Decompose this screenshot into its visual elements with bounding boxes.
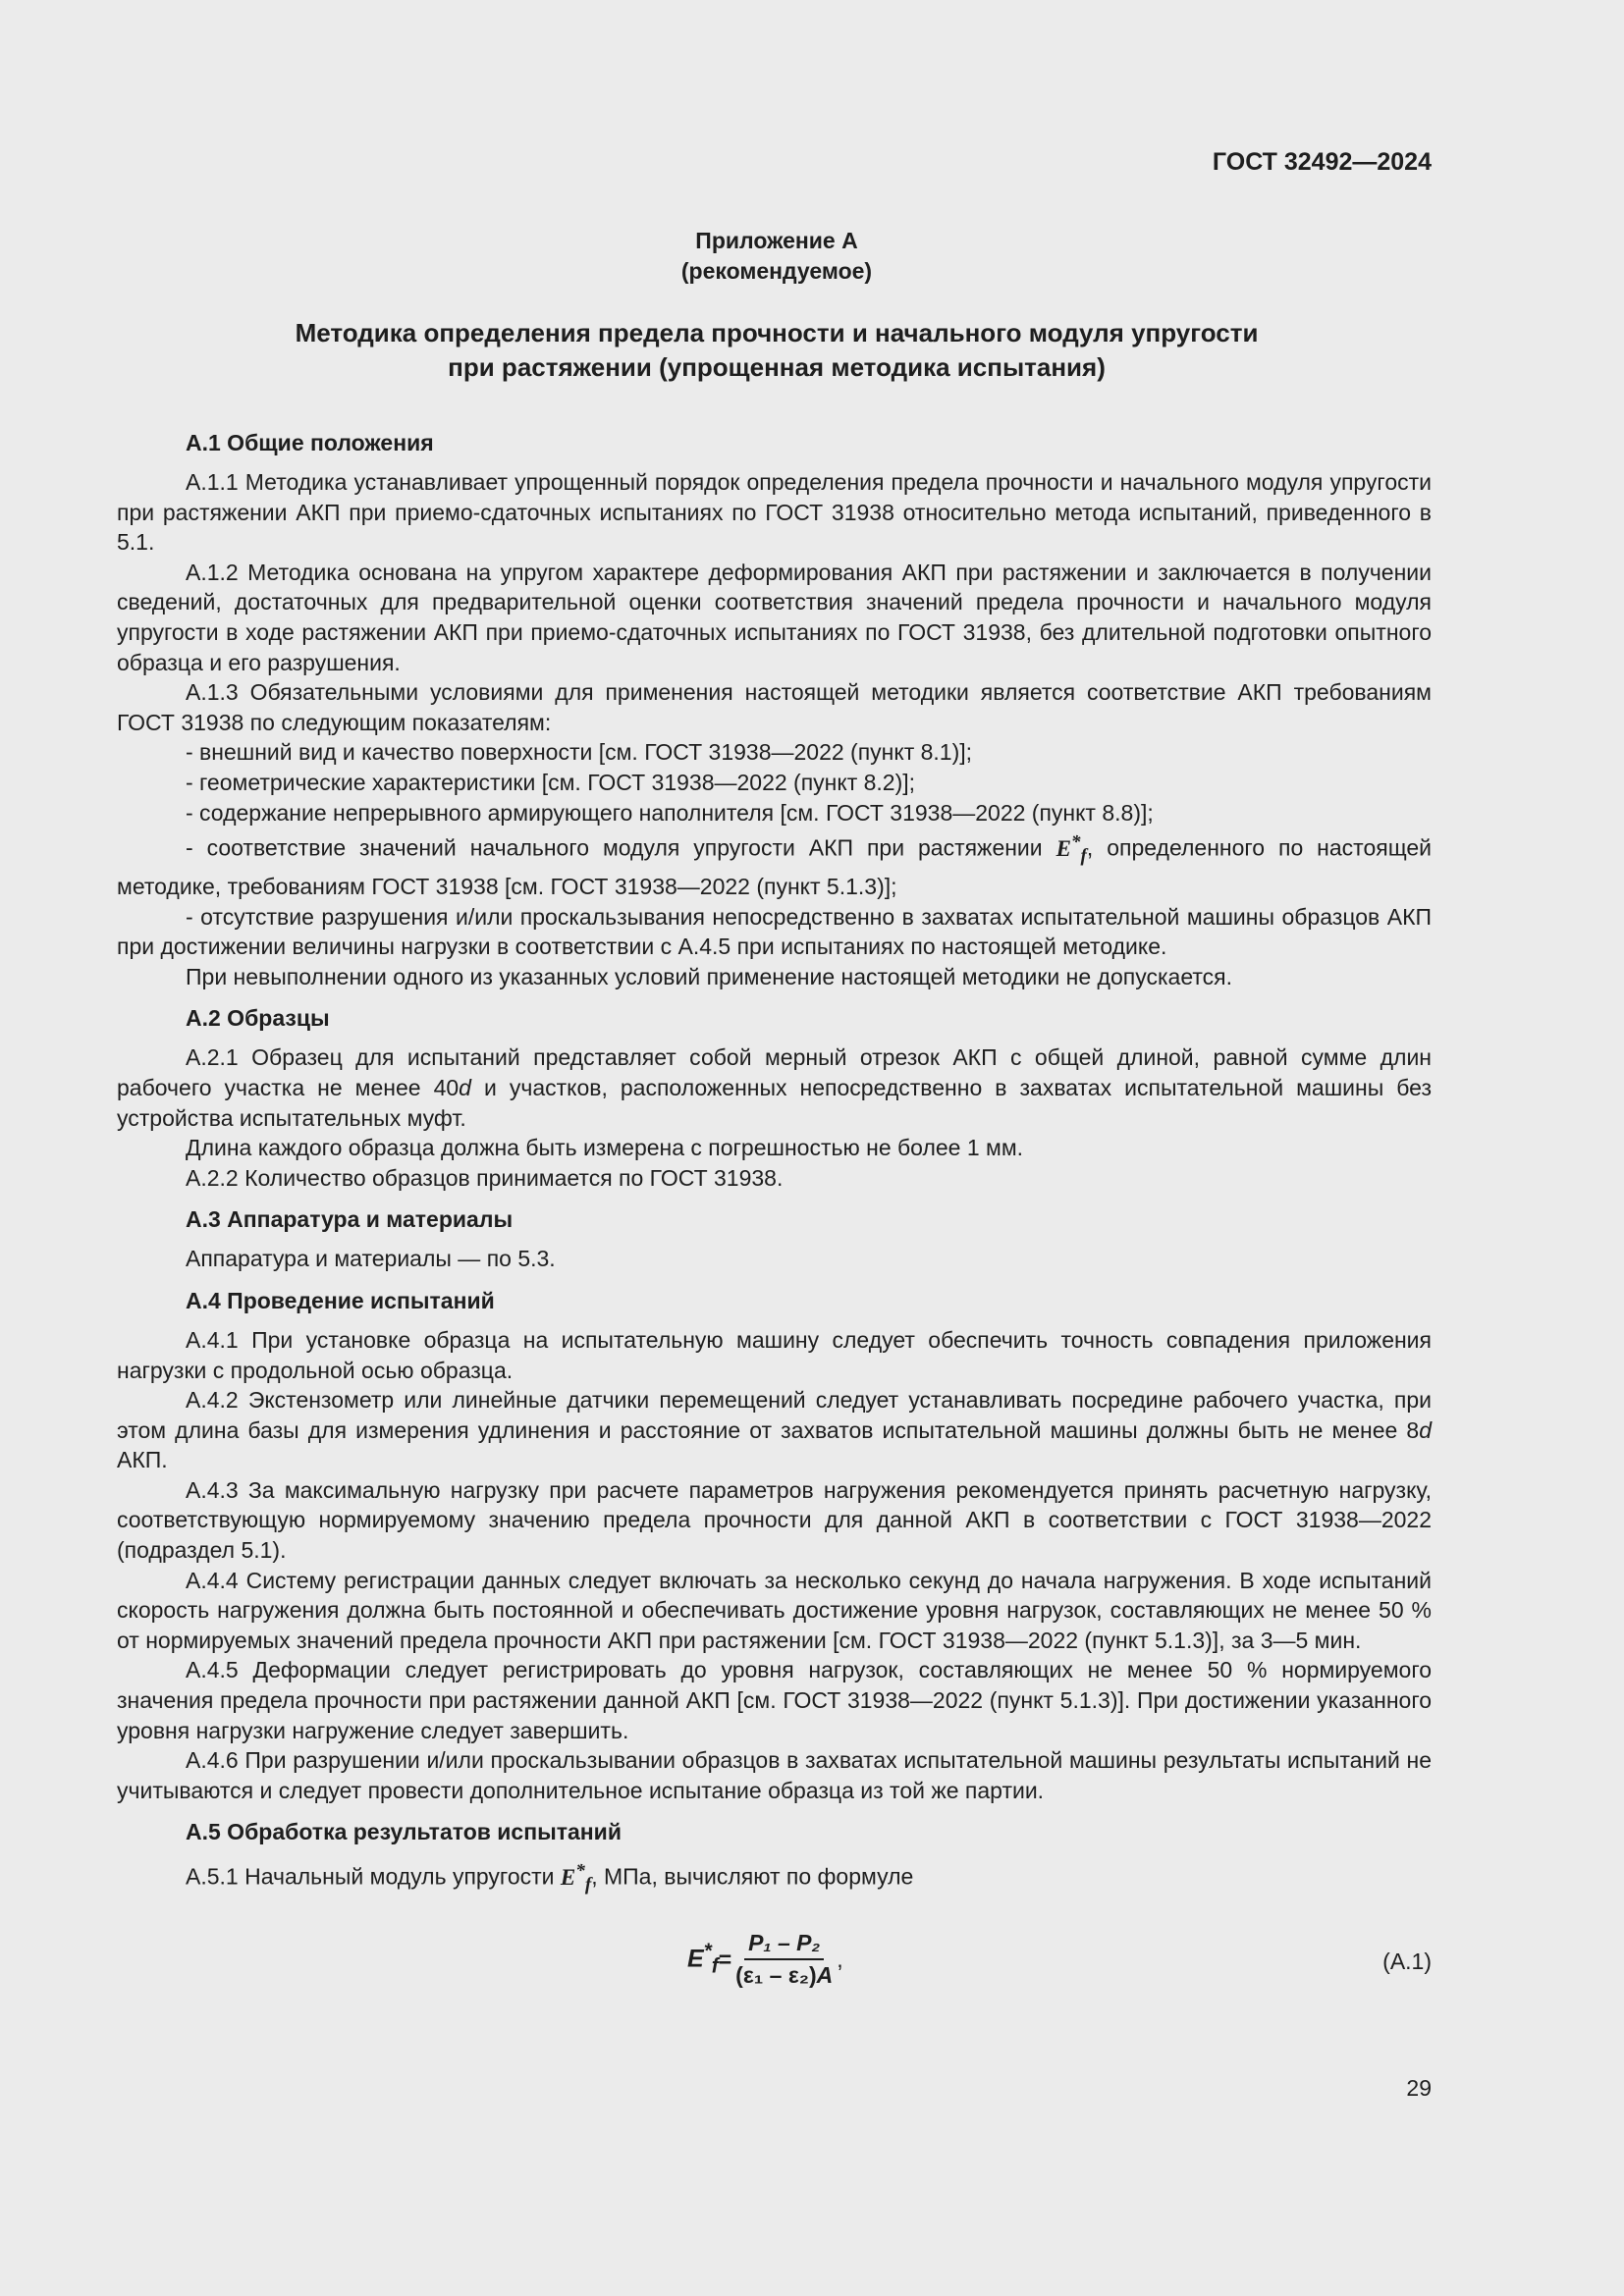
paragraph-a4-1: А.4.1 При установке образца на испытательную машину следует обеспечить точность совпадения приложения нагрузки с продольной осью образца.	[117, 1326, 1432, 1383]
modulus-symbol-sub: f	[584, 1874, 592, 1896]
formula-denominator-area: A	[816, 1962, 834, 1988]
modulus-symbol-sup: *	[575, 1860, 585, 1882]
section-heading-a2: А.2 Образцы	[186, 1005, 330, 1032]
list-item-a1-3: - содержание непрерывного армирующего наполнителя [см. ГОСТ 31938—2022 (пункт 8.8)];	[186, 799, 1154, 826]
list-item-a1-4-end: , определенного по настоящей методике, требованиям ГОСТ 31938 [см. ГОСТ 31938—2022 (пункт 5.1.3)];	[117, 834, 1432, 899]
formula-numerator: P₁ – P₂	[744, 1930, 824, 1960]
formula	[687, 1930, 843, 1989]
paragraph-a2-2: Длина каждого образца должна быть измерена с погрешностью не более 1 мм.	[186, 1135, 1024, 1161]
modulus-symbol-letter: E	[1056, 835, 1071, 861]
appendix-label: Приложение А	[695, 228, 858, 253]
list-item-a1-1: - внешний вид и качество поверхности [см. ГОСТ 31938—2022 (пункт 8.1)];	[186, 739, 973, 766]
modulus-symbol-sup: *	[1070, 831, 1081, 853]
paragraph-a2-1-start: А.2.1 Образец для испытаний представляет собой мерный отрезок АКП с общей длиной, равной сумме длин рабочего участка не менее 40	[117, 1044, 1432, 1100]
paragraph-a3-1: Аппаратура и материалы — по 5.3.	[186, 1246, 556, 1272]
title-line-1: Методика определения предела прочности и начального модуля упругости	[295, 318, 1259, 347]
appendix-status: (рекомендуемое)	[680, 258, 873, 284]
list-item-a1-4-start: - соответствие значений начального модуля упругости АКП при растяжении	[186, 834, 1056, 861]
paragraph-a2-1-end: и участков, расположенных непосредственно в захватах испытательной машины без устройства испытательных муфт.	[117, 1074, 1433, 1131]
paragraph-a4-6: А.4.6 При разрушении и/или проскальзывании образцов в захватах испытательной машины результаты испытаний не учитываются и следует провести дополнительное испытание образца из той же партии.	[117, 1747, 1432, 1803]
paragraph-a1-3: А.1.3 Обязательными условиями для применения настоящей методики является соответствие АКП требованиям ГОСТ 31938 по следующим показателям:	[117, 679, 1432, 735]
title-line-2: при растяжении (упрощенная методика испытания)	[448, 352, 1106, 382]
paragraph-a4-3: А.4.3 За максимальную нагрузку при расчете параметров нагружения рекомендуется принять расчетную нагрузку, соответствующую нормируемому значению предела прочности для данной АКП в соответствии с ГОСТ 31938—2022 (подраздел 5.1).	[117, 1476, 1432, 1564]
formula-denominator	[735, 1960, 833, 1989]
modulus-symbol-sub: f	[1080, 845, 1087, 867]
paragraph-a5-1	[117, 1856, 1432, 1900]
paragraph-a4-2-start: А.4.2 Экстензометр или линейные датчики перемещений следует устанавливать посредине рабочего участка, при этом длина базы для измерения удлинения и расстояние от захватов испытательной машины должны быть не менее 8	[117, 1387, 1432, 1443]
list-item-a1-2: - геометрические характеристики [см. ГОСТ 31938—2022 (пункт 8.2)];	[186, 769, 916, 795]
list-item-a1-5: - отсутствие разрушения и/или проскальзывания непосредственно в захватах испытательной машины образцов АКП при достижении величины нагрузки в соответствии с А.4.5 при испытаниях по настоящей методике.	[117, 903, 1432, 960]
section-heading-a5: А.5 Обработка результатов испытаний	[186, 1819, 622, 1845]
section-heading-a4: А.4 Проведение испытаний	[186, 1287, 495, 1313]
paragraph-a4-5: А.4.5 Деформации следует регистрировать до уровня нагрузок, составляющих не менее 50 % нормируемого значения предела прочности при растяжении данной АКП [см. ГОСТ 31938—2022 (пункт 5.1.3)]. При достижении указанного уровня нагрузки нагружение следует завершить.	[117, 1657, 1432, 1743]
section-heading-a1: А.1 Общие положения	[186, 430, 434, 455]
formula-denominator-strain: (ε₁ – ε₂)	[735, 1962, 817, 1988]
paragraph-a5-1-end: , МПа, вычисляют по формуле	[591, 1864, 914, 1891]
section-heading-a3: А.3 Аппаратура и материалы	[186, 1206, 514, 1233]
modulus-symbol-letter: E	[560, 1865, 576, 1891]
paragraph-a2-3: А.2.2 Количество образцов принимается по ГОСТ 31938.	[186, 1164, 784, 1191]
list-item-a1-4	[117, 828, 1432, 901]
paragraph-a4-2-end: АКП.	[117, 1447, 168, 1473]
formula-lhs-sup: *	[703, 1940, 712, 1963]
page-number: 29	[1406, 2075, 1432, 2101]
paragraph-a4-2	[117, 1385, 1432, 1475]
paragraph-a1-4: При невыполнении одного из указанных условий применение настоящей методики не допускается.	[186, 963, 1232, 989]
paragraph-a2-1	[117, 1042, 1432, 1133]
formula-lhs-letter: E	[687, 1945, 704, 1973]
modulus-symbol	[1056, 831, 1087, 867]
paragraph-a1-1: А.1.1 Методика устанавливает упрощенный порядок определения предела прочности и начального модуля упругости при растяжении АКП при приемо-сдаточных испытаниях по ГОСТ 31938 относительно метода испытаний, приведенного в 5.1.	[117, 469, 1432, 556]
diameter-symbol: d	[459, 1074, 471, 1100]
paragraph-a5-1-start: А.5.1 Начальный модуль упругости	[186, 1864, 561, 1891]
formula-comma: ,	[837, 1946, 843, 1972]
diameter-symbol: d	[1419, 1416, 1432, 1443]
paragraph-a4-4: А.4.4 Систему регистрации данных следует включать за несколько секунд до начала нагружения. В ходе испытаний скорость нагружения должна быть постоянной и обеспечивать достижение уровня нагрузок, составляющих не менее 50 % от нормируемых значений предела прочности АКП при растяжении [см. ГОСТ 31938—2022 (пункт 5.1.3)], за 3—5 мин.	[117, 1567, 1432, 1653]
equation-number: (А.1)	[1382, 1949, 1432, 1974]
formula-lhs-sub: f	[711, 1954, 719, 1978]
formula-lhs	[687, 1940, 719, 1978]
formula-equals: =	[718, 1946, 732, 1972]
document-body	[117, 428, 1432, 1900]
paragraph-a1-2: А.1.2 Методика основана на упругом характере деформирования АКП при растяжении и заключается в получении сведений, достаточных для предварительной оценки соответствия значений предела прочности и начального модуля упругости в ходе растяжении АКП при приемо-сдаточных испытаниях по ГОСТ 31938, без длительной подготовки опытного образца и его разрушения.	[117, 559, 1432, 675]
page-title	[0, 316, 1553, 385]
formula-fraction	[735, 1930, 833, 1989]
document-code: ГОСТ 32492—2024	[1212, 148, 1432, 176]
appendix-heading	[0, 226, 1553, 287]
modulus-symbol	[560, 1860, 592, 1896]
